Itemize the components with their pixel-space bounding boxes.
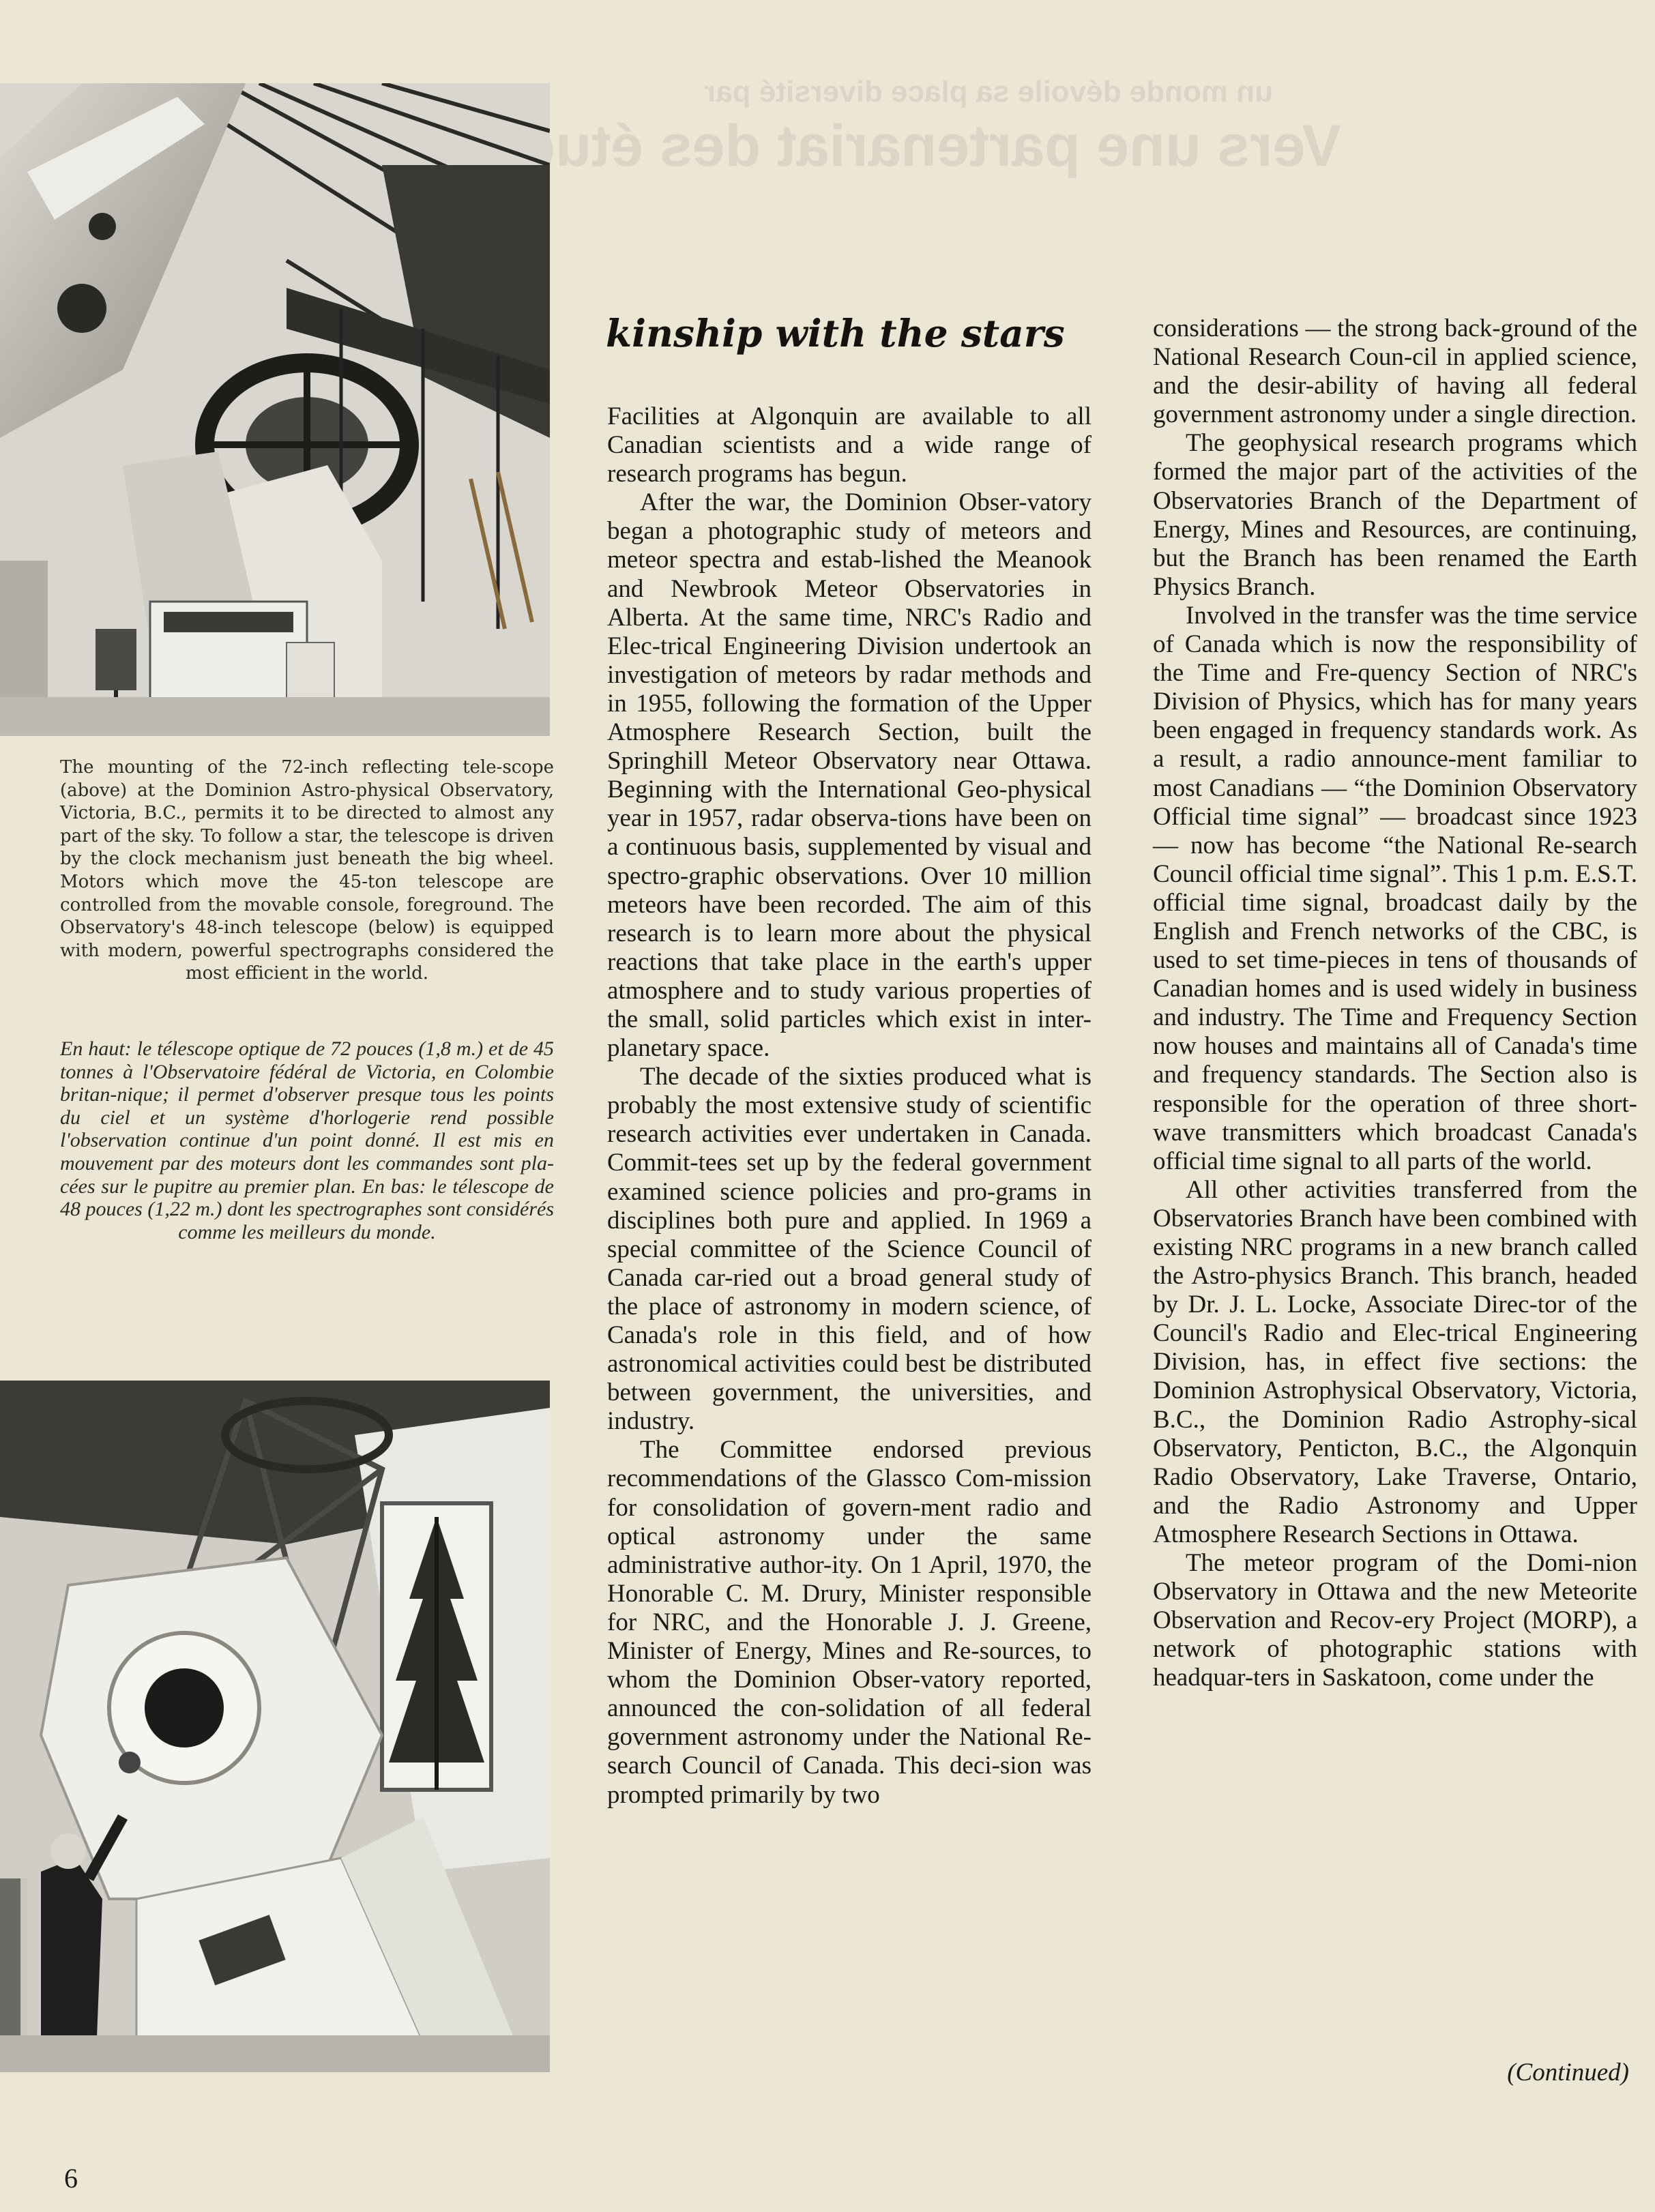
- caption-french: En haut: le télescope optique de 72 pouces (1,8 m.) et de 45 tonnes à l'Observatoire fédéral de Victoria, en Colombie britan-nique; il permet d'observer presque tous les points du ciel et un système d'horlogerie rend possible l'observation continue d'un point donné. Il est mis en mouvement par des moteurs dont les commandes sont pla-cées sur le pupitre au premier plan. En bas: le télescope de 48 pouces (1,22 m.) dont les spectrographes sont considérés comme les meilleurs du monde.: [60, 1037, 554, 1243]
- text-column-right: [1153, 0, 1637, 1693]
- photo-48-inch-telescope-image: [0, 1381, 550, 2072]
- photo-72-inch-telescope: [0, 83, 550, 736]
- article-heading: kinship with the stars: [606, 311, 1065, 355]
- paragraph: The geophysical research programs which formed the major part of the activities of the Observatories Branch of the Department of Energy, Mines and Resources, are continuing, but the Branch has been renamed the Earth Physics Branch.: [1153, 429, 1637, 601]
- photo-72-inch-telescope-image: [0, 83, 550, 736]
- caption-english: The mounting of the 72-inch reflecting tele-scope (above) at the Dominion Astro-physical Observatory, Victoria, B.C., permits it to be directed to almost any part of the sky. To follow a star, the telescope is driven by the clock mechanism just beneath the big wheel. Motors which move the 45-ton telescope are controlled from the movable console, foreground. The Observatory's 48-inch telescope (below) is equipped with modern, powerful spectrographs considered the most efficient in the world.: [60, 757, 554, 984]
- continued-marker: (Continued): [1507, 2059, 1629, 2086]
- bleed-line-2: Vers une partenariat des études: [454, 113, 1341, 179]
- paragraph: The Committee endorsed previous recommendations of the Glassco Com-mission for consolidation of govern-ment radio and optical astronomy under the same administrative author-ity. On 1 April, 1970, the Honorable C. M. Drury, Minister responsible for NRC, and the Honorable J. J. Greene, Minister of Energy, Mines and Re-sources, to whom the Dominion Obser-vatory reported, announced the con-solidation of all federal government astronomy under the National Re-search Council of Canada. This deci-sion was prompted primarily by two: [607, 1436, 1092, 1809]
- bleed-line-1: un monde dévoile sa place diversité par: [704, 75, 1273, 108]
- text-column-middle: [607, 0, 1092, 1810]
- page-number: 6: [64, 2163, 78, 2194]
- paragraph: After the war, the Dominion Obser-vatory began a photographic study of meteors and meteor spectra and estab-lished the Meanook and Newbrook Meteor Observatories in Alberta. At the same time, NRC's Radio and Elec-trical Engineering Division undertook an investigation of meteors by radar methods and in 1955, following the formation of the Upper Atmosphere Research Section, built the Springhill Meteor Observatory near Ottawa. Beginning with the International Geo-physical year in 1957, radar observa-tions have been on a continuous basis, supplemented by visual and spectro-graphic observations. Over 10 million meteors have been recorded. The aim of this research is to learn more about the physical reactions that take place in the earth's upper atmosphere and to study various properties of the small, solid particles which exist in inter-planetary space.: [607, 488, 1092, 1063]
- paragraph: Facilities at Algonquin are available to all Canadian scientists and a wide range of research programs has begun.: [607, 402, 1092, 488]
- paragraph: The meteor program of the Domi-nion Observatory in Ottawa and the new Meteorite Observation and Recov-ery Project (MORP), a network of photographic stations with headquar-ters in Saskatoon, come under the: [1153, 1549, 1637, 1692]
- paragraph: considerations — the strong back-ground of the National Research Coun-cil in applied science, and the desir-ability of having all federal government astronomy under a single direction.: [1153, 314, 1637, 429]
- paragraph: All other activities transferred from the Observatories Branch have been combined with existing NRC programs in a new branch called the Astro-physics Branch. This branch, headed by Dr. J. L. Locke, Associate Direc-tor of the Council's Radio and Elec-trical Engineering Division, has, in effect five sections: the Dominion Astrophysical Observatory, Victoria, B.C., the Dominion Radio Astrophy-sical Observatory, Penticton, B.C., the Algonquin Radio Observatory, Lake Traverse, Ontario, and the Radio Astronomy and Upper Atmosphere Research Sections in Ottawa.: [1153, 1175, 1637, 1548]
- paragraph: The decade of the sixties produced what is probably the most extensive study of scientific research activities ever undertaken in Canada. Commit-tees set up by the federal government examined science policies and pro-grams in disciplines both pure and applied. In 1969 a special committee of the Science Council of Canada car-ried out a broad general study of the place of astronomy in modern science, of Canada's role in this field, and of how astronomical activities could best be distributed between government, the universities, and industry.: [607, 1063, 1092, 1436]
- photo-48-inch-telescope: [0, 1381, 550, 2072]
- paragraph: Involved in the transfer was the time service of Canada which is now the responsibility of the Time and Fre-quency Section of NRC's Division of Physics, which has for many years been engaged in frequency standards work. As a result, a radio announce-ment familiar to most Canadians — “the Dominion Observatory Official time signal” — broadcast since 1923 — now has become “the National Re-search Council official time signal”. This 1 p.m. E.S.T. official time signal, broadcast daily by the English and French networks of the CBC, is used to set time-pieces in tens of thousands of Canadian homes and is used widely in business and industry. The Time and Frequency Section now houses and maintains all of Canada's time and frequency standards. The Section also is responsible for the operation of three short-wave transmitters which broadcast Canada's official time signal to all parts of the world.: [1153, 601, 1637, 1175]
